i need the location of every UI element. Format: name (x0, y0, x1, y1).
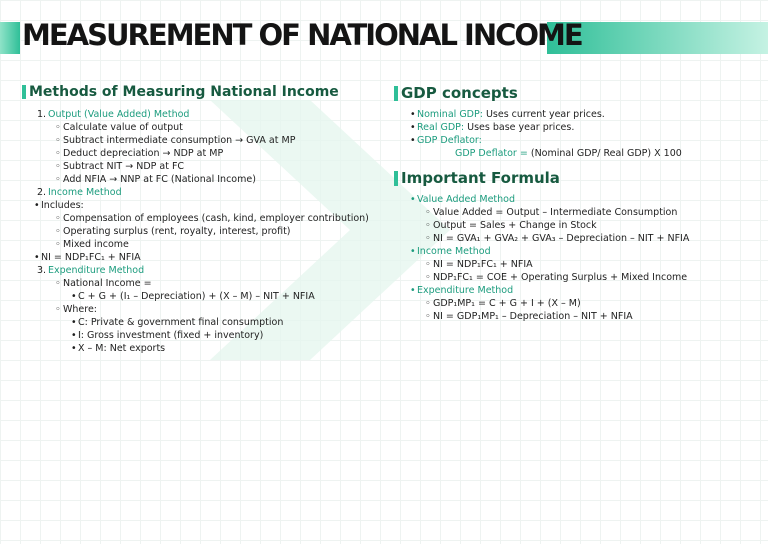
output-method-item: 1. Output (Value Added) Method (37, 109, 190, 120)
heading-marker (394, 171, 398, 186)
list-item: ◦ Deduct depreciation → NDP at MP (63, 147, 369, 160)
page-title: MEASUREMENT OF NATIONAL INCOME (22, 18, 582, 52)
list-item: ◦ NI = NDP₁FC₁ + NFIA (433, 258, 689, 271)
list-item: • I: Gross investment (fixed + inventory) (78, 329, 369, 342)
expenditure-method-label: • Expenditure Method (417, 284, 689, 297)
list-item: ◦ NI = GDP₁MP₁ – Depreciation – NIT + NFIA (433, 310, 689, 323)
income-formula: • NI = NDP₁FC₁ + NFIA (41, 251, 369, 264)
gdp-deflator-item: • GDP Deflator: (417, 134, 682, 147)
list-item: ◦ Subtract intermediate consumption → GVA at MP (63, 134, 369, 147)
list-item: • C: Private & government final consumption (78, 316, 369, 329)
list-item: ◦ NDP₁FC₁ = COE + Operating Surplus + Mixed Income (433, 271, 689, 284)
formula-content (417, 193, 689, 323)
methods-content (37, 108, 369, 355)
gdp-content (417, 108, 682, 160)
value-added-method-label: • Value Added Method (417, 193, 689, 206)
national-income-label: ◦ National Income = (63, 277, 369, 290)
real-gdp-item: • Real GDP: Uses base year prices. (417, 121, 682, 134)
list-item: ◦ NI = GVA₁ + GVA₂ + GVA₃ – Depreciation – NIT + NFIA (433, 232, 689, 245)
ni-formula: • C + G + (I₁ – Depreciation) + (X – M) – NIT + NFIA (78, 290, 369, 303)
gdp-concepts-heading: GDP concepts (394, 84, 518, 102)
list-item: ◦ Operating surplus (rent, royalty, interest, profit) (63, 225, 369, 238)
list-item: ◦ Compensation of employees (cash, kind, employer contribution) (63, 212, 369, 225)
list-item: ◦ Calculate value of output (63, 121, 369, 134)
income-method-item: 2. Income Method (37, 187, 122, 198)
list-item: ◦ Mixed income (63, 238, 369, 251)
gdp-deflator-formula: GDP Deflator = (Nominal GDP/ Real GDP) X 100 (455, 148, 682, 159)
important-formula-heading: Important Formula (394, 169, 560, 187)
expenditure-method-item: 3. Expenditure Method (37, 265, 145, 276)
heading-marker (22, 85, 26, 99)
methods-heading: Methods of Measuring National Income (22, 84, 339, 100)
list-item: ◦ GDP₁MP₁ = C + G + I + (X – M) (433, 297, 689, 310)
title-accent-left (0, 22, 20, 54)
list-item: ◦ Output = Sales + Change in Stock (433, 219, 689, 232)
list-item: ◦ Value Added = Output – Intermediate Consumption (433, 206, 689, 219)
heading-marker (394, 86, 398, 101)
list-item: ◦ Subtract NIT → NDP at FC (63, 160, 369, 173)
where-label: ◦ Where: (63, 303, 369, 316)
includes-label: • Includes: (41, 199, 369, 212)
list-item: • X – M: Net exports (78, 342, 369, 355)
income-method-label: • Income Method (417, 245, 689, 258)
nominal-gdp-item: • Nominal GDP: Uses current year prices. (417, 108, 682, 121)
list-item: ◦ Add NFIA → NNP at FC (National Income) (63, 173, 369, 186)
